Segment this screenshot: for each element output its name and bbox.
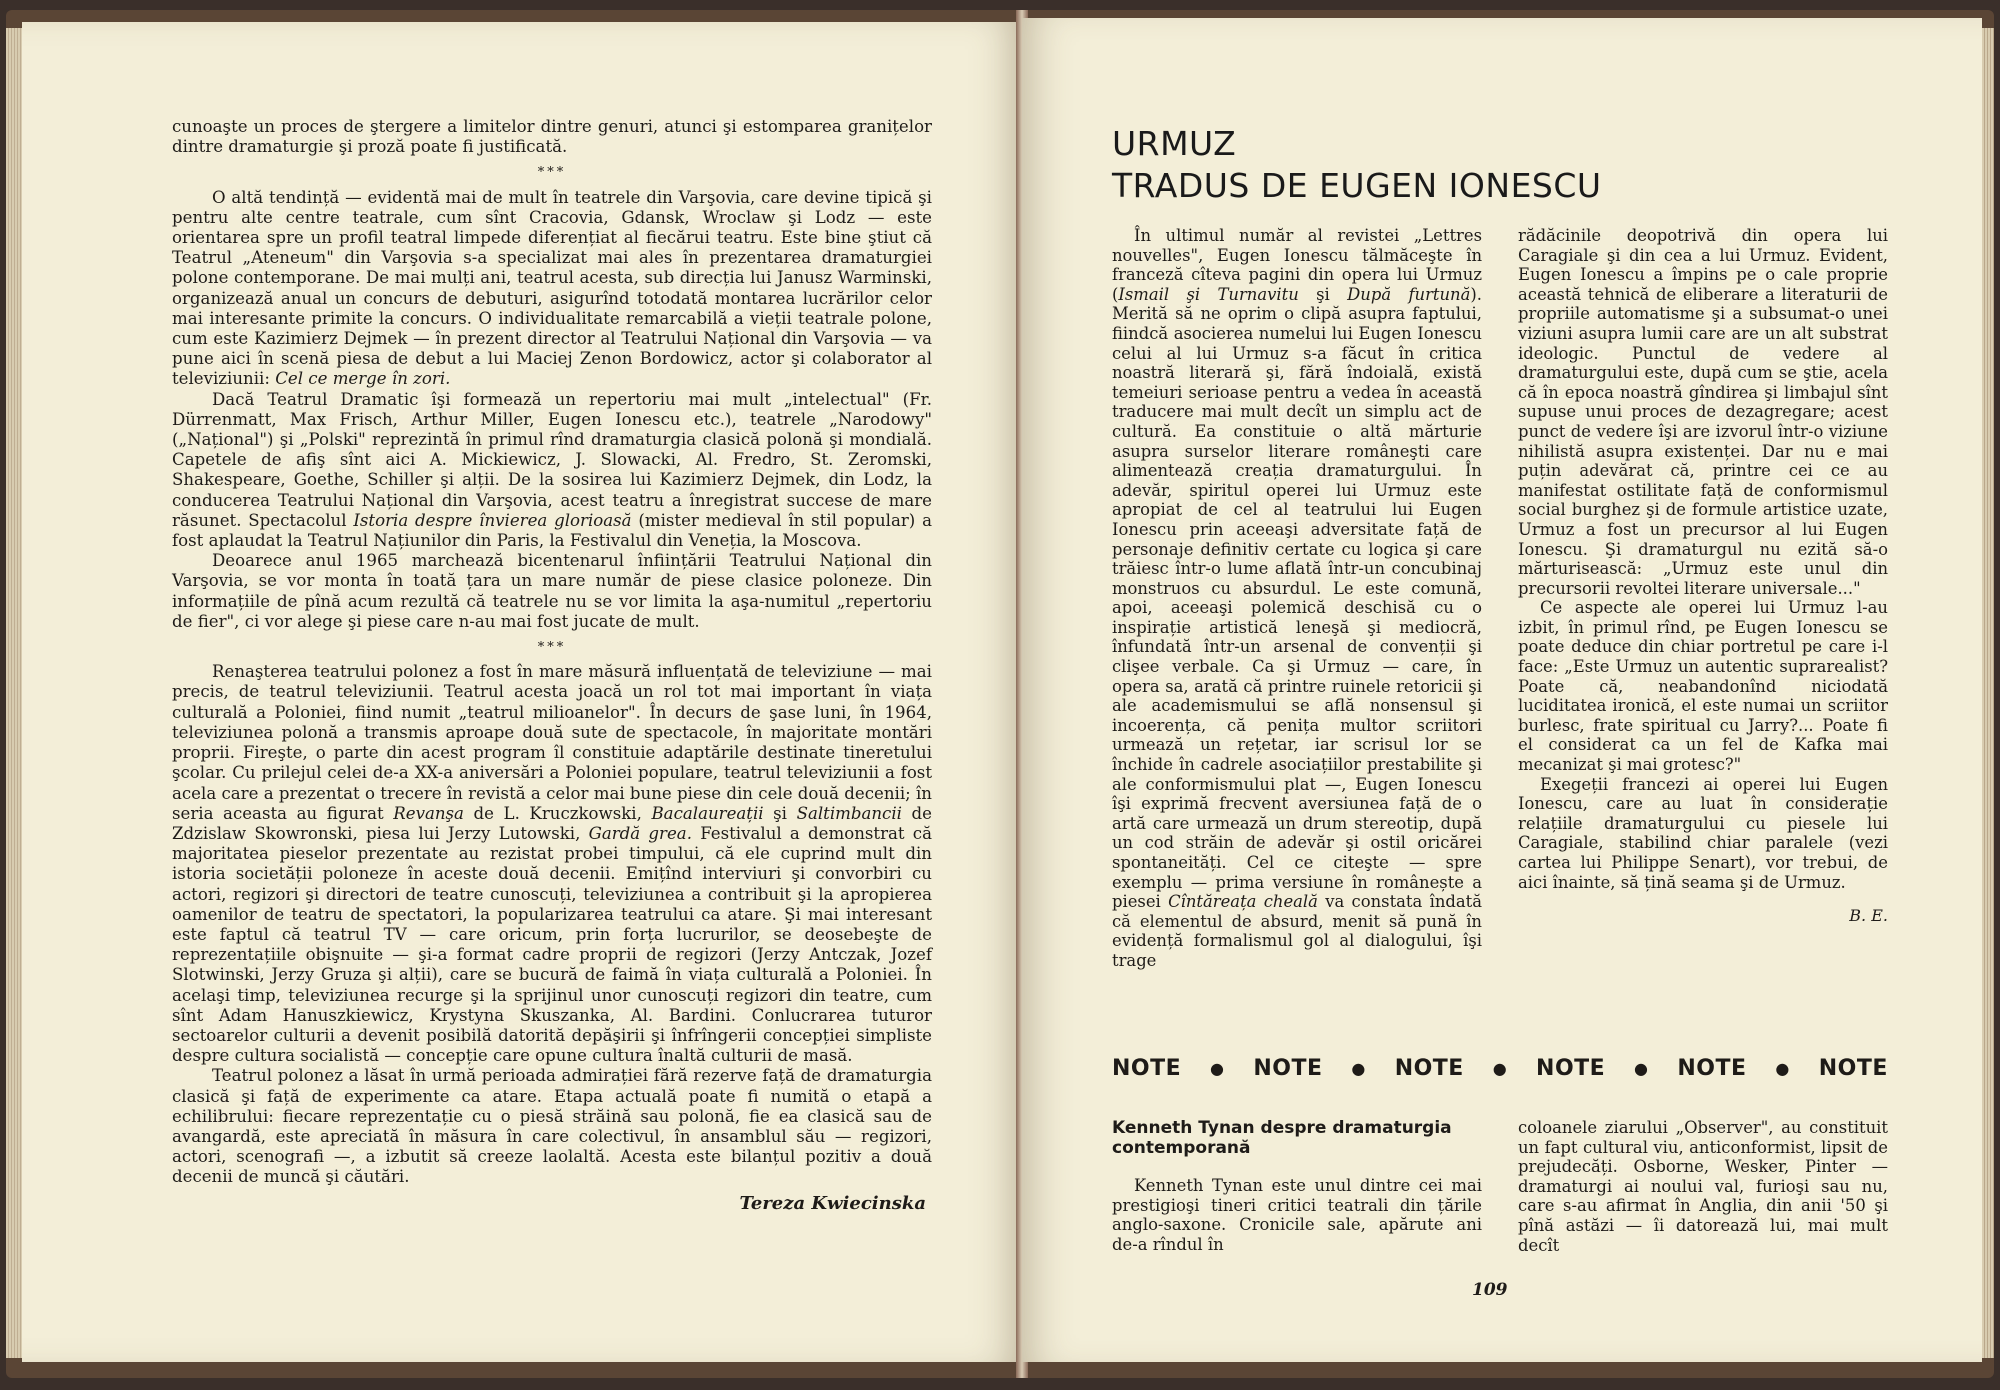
intro-paragraph: cunoaşte un proces de ştergere a limitelor dintre genuri, atunci şi estomparea granițelor dintre dramaturgie şi proză poate fi justificată. [172,117,932,157]
title-line: URMUZ [1112,124,1237,163]
italic-title: Saltimbancii [796,803,902,823]
text-span: şi [763,803,797,823]
text-span: de L. Kruczkowski, [463,803,652,823]
left-article [172,117,932,1214]
bullet-icon: ● [1351,1059,1366,1078]
text-span: (mister medieval în stil popular) a fost aplaudat la Teatrul Națiunilor din Paris, la Festivalul din Veneția, la Moscova. [172,510,932,551]
italic-title: Ismail şi Turnavitu [1118,284,1299,304]
page-edges-left [6,28,22,1358]
notes-label: NOTE [1677,1056,1747,1081]
section-separator: *** [537,165,567,181]
paragraph: coloanele ziarului „Observer", au constituit un fapt cultural viu, anticonformist, lipsit de prejudecăți. Osborne, Wesker, Pinter — dramaturgi ai noului val, furioşi sau nu, care s-au afirmat în Anglia, din anii '50 şi pînă astăzi — îi datorează lui, mai mult decît [1518,1118,1888,1255]
note-title: Kenneth Tynan despre dramaturgia contemporană [1112,1118,1452,1158]
notes-label: NOTE [1112,1056,1182,1081]
author-initials: B. E. [1849,906,1888,926]
bullet-icon: ● [1210,1059,1225,1078]
text-span: şi [1298,284,1348,304]
text-span: Renaşterea teatrului polonez a fost în mare măsură influențată de televiziune — mai precis, de teatrul televiziunii. Teatrul acesta joacă un rol tot mai important în viața culturală a Poloniei, fiind numit „teatrul milioanelor". În decurs de şase luni, în 1964, televiziunea polonă a transmis aproape două sute de spectacole, în majoritate montări proprii. Fireşte, o parte din acest program îl constituie adaptările destinate tineretului şcolar. Cu prilejul celei de-a XX-a aniversări a Poloniei populare, teatrul televiziunii a fost acela care a prezentat o trecere în revistă a celor mai bune piese din cele două decenii; în seria aceasta au figurat [172,662,932,823]
text-span: Festivalul a demonstrat că majoritatea pieselor prezentate au rezistat probei timpului, că ele cuprind mult din istoria societății poloneze în aceste două decenii. Emițînd interviuri şi convorbiri cu actori, regizori şi directori de teatre cunoscuți, televiziunea a contribuit şi la apropierea oamenilor de teatru de spectatori, la popularizarea teatrului ca atare. Şi mai interesant este faptul că teatrul TV — care oricum, prin forța lucrurilor, se deosebeşte de reprezentațiile obişnuite — şi-a format cadre proprii de regizori (Jerzy Antczak, Jozef Slotwinski, Jerzy Gruza şi alții), care se bucură de faimă în viața culturală a Poloniei. În acelaşi timp, televiziunea recurge şi la sprijinul unor cunoscuți regizori din teatre, cum sînt Adam Hanuszkiewicz, Krystyna Skuszanka, Al. Bardini. Conlucrarea tuturor sectoarelor culturii a devenit posibilă datorită depăşirii şi înfrîngerii concepției simpliste despre cultura socialistă — concepție care opune cultura înaltă culturii de masă. [172,823,932,1066]
italic-title: Gardă grea. [588,823,692,843]
italic-title: Cel ce merge în zori. [275,369,451,389]
notes-label: NOTE [1536,1056,1606,1081]
title-line: TRADUS DE EUGEN IONESCU [1112,166,1602,205]
paragraph: rădăcinile deopotrivă din opera lui Caragiale şi din cea a lui Urmuz. Evident, Eugen Ionescu a împins pe o cale proprie această tehnică de eliberare a literaturii de propriile automatisme şi a subsumat-o unei viziuni asupra lumii care are un alt substrat ideologic. Punctul de vedere al dramaturgului este, după cum se ştie, acela că în epoca noastră gîndirea şi limbajul sînt supuse unui proces de dezagregare; acest punct de vedere îşi are izvorul într-o viziune nihilistă asupra existenței. Dar nu e mai puțin adevărat că, printre cei ce au manifestat ostilitate față de conformismul social burghez şi de formule artistice uzate, Urmuz a fost un precursor al lui Eugen Ionescu. Şi dramaturgul nu ezită să-o mărturisească: „Urmuz este unul din precursorii revoltei literare universale..." [1518,226,1888,598]
note-column-2 [1518,1118,1888,1255]
article-title [1112,123,1602,207]
bullet-icon: ● [1492,1059,1508,1078]
notes-label: NOTE [1818,1056,1888,1081]
italic-title: Revanşa [393,803,464,823]
bullet-icon: ● [1634,1059,1649,1078]
text-span: O altă tendință — evidentă mai de mult în teatrele din Varşovia, care devine tipică şi pentru alte centre teatrale, cum sînt Cracovia, Gdansk, Wroclaw şi Lodz — este orientarea spre un profil teatral limpede diferențiat al fiecărui teatru. Este bine ştiut că Teatrul „Ateneum" din Varşovia s-a specializat mai ales în prezentarea dramaturgiei polone contemporane. De mai mulți ani, teatrul acesta, sub direcția lui Janusz Warminski, organizează anual un concurs de debuturi, asigurînd totodată montarea lucrărilor celor mai interesante primite la concurs. O individualitate remarcabilă a vieții teatrale polone, cum este Kazimierz Dejmek — în prezent director al Teatrului Național din Varşovia — va pune aici în scenă piesa de debut a lui Maciej Zenon Bordowicz, actor şi colaborator al televiziunii: [172,187,932,389]
paragraph: Deoarece anul 1965 marchează bicentenarul înființării Teatrului Național din Varşovia, se vor monta în toată țara un mare număr de piese clasice poloneze. Din informațiile de pînă acum rezultă că teatrele nu se vor limita la aşa-numitul „repertoriu de fier", ci vor alege şi piese care n-au mai fost jucate de mult. [172,551,932,631]
italic-title: Bacalaureații [651,803,764,823]
italic-title: După furtună [1347,284,1471,304]
italic-title: Istoria despre învierea glorioasă [353,510,632,530]
paragraph [172,662,932,1066]
paragraph: Teatrul polonez a lăsat în urmă perioada admirației fără rezerve față de dramaturgia clasică şi față de experimente ca atare. Etapa actuală poate fi numită o etapă a echilibrului: fiecare reprezentație cu o piesă străină sau polonă, fie ea clasică sau de avangardă, este apreciată în măsura în care colectivul, în ansamblul său — regizori, actori, scenografi —, a izbutit să creeze laolaltă. Acesta este bilanțul pozitiv a două decenii de muncă şi căutări. [172,1066,932,1187]
paragraph [172,188,932,390]
notes-banner [1112,1056,1888,1082]
article-column-1 [1112,226,1482,971]
paragraph: Kenneth Tynan este unul dintre cei mai prestigioşi tineri critici teatrali din țările anglo-saxone. Cronicile sale, apărute ani de-a rîndul în [1112,1176,1482,1254]
author-signature: Tereza Kwiecinska [739,1192,926,1214]
paragraph [172,390,932,552]
book-spread [6,10,1994,1378]
italic-title: Cîntăreața cheală [1168,892,1318,912]
left-page [22,22,1022,1362]
page-number: 109 [1472,1280,1508,1300]
text-span: ). Merită să ne oprim o clipă asupra faptului, fiindcă asocierea numelui lui Eugen Ionescu celui al lui Urmuz s-a făcut în critica noastră literară şi, fără îndoială, există temeiuri serioase pentru a vedea în această traducere mai mult decît un simplu act de cultură. Ea constituie o altă mărturie asupra surselor literare româneşti care alimentează creația dramaturgului. În adevăr, spiritul operei lui Urmuz este apropiat de cel al teatrului lui Eugen Ionescu prin aceeaşi adversitate față de personaje definitiv certate cu logica şi care trăiesc într-o lume aflată într-un concubinaj monstruos cu absurdul. Le este comună, apoi, aceeaşi polemică deschisă cu o inspirație artistică leneşă şi mediocră, înfundată într-un arsenal de convenții şi clişee verbale. Ca şi Urmuz — care, în opera sa, arată că printre ruinele retoricii şi ale academismului se află nonsensul şi incoerența, că penița multor scriitori urmează un rețetar, iar scrisul lor se închide în cadrele asociațiilor prestabilite şi ale conformismului plat —, Eugen Ionescu îşi exprimă frecvent aversiunea față de o artă care urmează un drum stereotip, după un cod străin de adevăr şi ostil oricărei spontaneități. Cel ce citeşte — spre exemplu — prima versiune în românește a piesei [1112,284,1482,912]
article-column-2 [1518,226,1888,926]
bullet-icon: ● [1775,1059,1790,1078]
text-span: de Zdzislaw Skowronski, piesa lui Jerzy Lutowski, [172,803,932,843]
paragraph: Ce aspecte ale operei lui Urmuz l-au izbit, în primul rînd, pe Eugen Ionescu se poate deduce din chiar portretul pe care i-l face: „Este Urmuz un autentic suprarealist? Poate că, neabandonînd niciodată luciditatea ironică, el este numai un scriitor burlesc, frate spiritual cu Jarry?... Poate fi el considerat ca un fel de Kafka mai mecanizat şi mai grotesc?" [1518,598,1888,775]
text-span: va constata îndată că elementul de absurd, menit să pună în evidență formalismul gol al dialogului, îşi trage [1112,892,1482,970]
paragraph: Exegeții francezi ai operei lui Eugen Ionescu, care au luat în considerație relațiile dramaturgului cu piesele lui Caragiale, stabilind chiar paralele (vezi cartea lui Philippe Senart), vor trebui, de aici înainte, să țină seama şi de Urmuz. [1518,774,1888,892]
section-separator: *** [537,640,567,656]
notes-label: NOTE [1394,1056,1464,1081]
notes-label: NOTE [1253,1056,1323,1081]
right-page [1022,18,1982,1362]
text-span: Dacă Teatrul Dramatic îşi formează un repertoriu mai mult „intelectual" (Fr. Dürrenmatt, Max Frisch, Arthur Miller, Eugen Ionescu etc.), teatrele „Narodowy" („Național") şi „Polski" reprezintă în primul rînd dramaturgia clasică polonă şi mondială. Capetele de afiş sînt aici A. Mickiewicz, J. Slowacki, Al. Fredro, St. Zeromski, Shakespeare, Goethe, Schiller şi alții. De la sosirea lui Kazimierz Dejmek, din Lodz, la conducerea Teatrului Național din Varşovia, acest teatru a înregistrat succese de mare răsunet. Spectacolul [172,389,932,530]
paragraph [1112,226,1482,971]
text-span: În ultimul număr al revistei „Lettres nouvelles", Eugen Ionescu tălmăceşte în franceză cîteva pagini din opera lui Urmuz ( [1112,226,1482,304]
note-column-1 [1112,1176,1482,1254]
